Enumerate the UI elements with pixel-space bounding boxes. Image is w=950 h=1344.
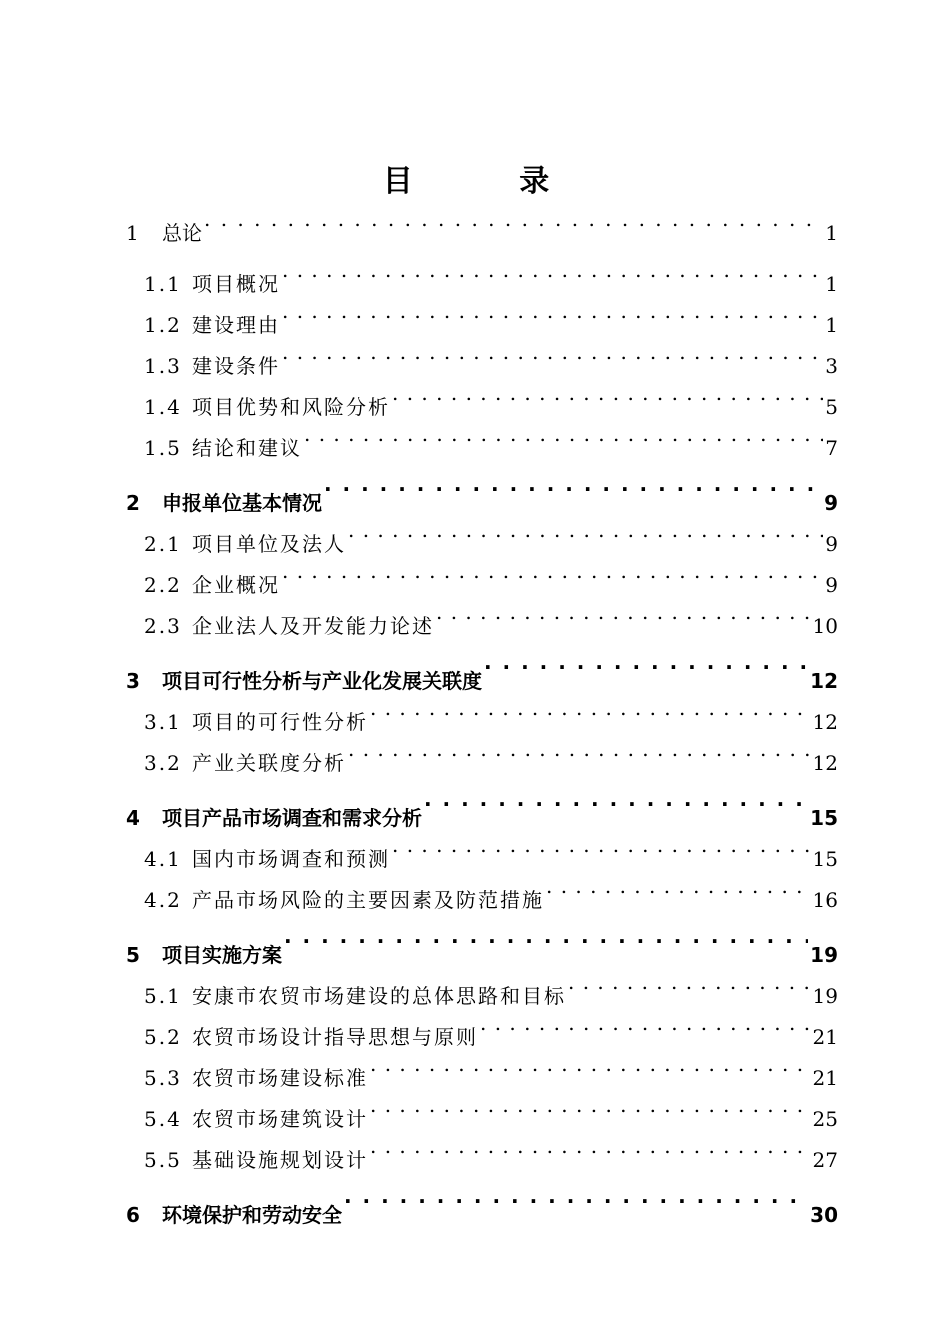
toc-entry-label: 总论 xyxy=(162,221,202,245)
dot-leader xyxy=(370,688,811,729)
toc-entry-label: 国内市场调查和预测 xyxy=(192,847,390,871)
toc-entry-page: 12 xyxy=(812,751,838,775)
dot-leader xyxy=(282,551,823,592)
toc-entry-page: 25 xyxy=(812,1107,838,1131)
toc-title: 目 录 xyxy=(382,164,598,199)
dot-leader xyxy=(344,1171,808,1222)
toc-entry-label: 建设理由 xyxy=(192,313,280,337)
toc-entry-page: 3 xyxy=(825,354,838,378)
dot-leader xyxy=(392,373,823,414)
dot-leader xyxy=(480,1003,811,1044)
dot-leader xyxy=(324,459,822,510)
dot-leader xyxy=(282,332,823,373)
dot-leader xyxy=(484,637,808,688)
toc-entry-number: 3.1 xyxy=(144,710,182,734)
toc-entry-number: 6 xyxy=(126,1203,140,1227)
table-of-contents xyxy=(126,199,838,1227)
toc-entry-number: 1.2 xyxy=(144,313,182,337)
toc-entry-page: 21 xyxy=(812,1066,838,1090)
dot-leader xyxy=(546,866,811,907)
dot-leader xyxy=(304,414,823,455)
toc-entry-label: 项目概况 xyxy=(192,272,280,296)
toc-entry-label: 基础设施规划设计 xyxy=(192,1148,368,1172)
toc-entry-number: 1.4 xyxy=(144,395,182,419)
toc-entry-page: 19 xyxy=(812,984,838,1008)
toc-entry-page: 15 xyxy=(812,847,838,871)
toc-entry-label: 农贸市场建设标准 xyxy=(192,1066,368,1090)
toc-entry-label: 项目实施方案 xyxy=(162,943,282,967)
toc-entry-label: 安康市农贸市场建设的总体思路和目标 xyxy=(192,984,566,1008)
toc-entry-page: 1 xyxy=(825,221,838,245)
toc-entry-label: 农贸市场建筑设计 xyxy=(192,1107,368,1131)
dot-leader xyxy=(282,291,823,332)
toc-entry-label: 项目优势和风险分析 xyxy=(192,395,390,419)
toc-entry-page: 9 xyxy=(825,532,838,556)
toc-entry-number: 1 xyxy=(126,221,139,245)
toc-entry-page: 30 xyxy=(810,1203,838,1227)
toc-entry-number: 3 xyxy=(126,669,140,693)
toc-entry-number: 1.1 xyxy=(144,272,182,296)
toc-entry-label: 企业概况 xyxy=(192,573,280,597)
dot-leader xyxy=(370,1126,811,1167)
toc-entry-label: 项目单位及法人 xyxy=(192,532,346,556)
toc-entry-page: 21 xyxy=(812,1025,838,1049)
toc-entry-page: 12 xyxy=(810,669,838,693)
dot-leader xyxy=(370,1044,811,1085)
toc-entry-page: 10 xyxy=(812,614,838,638)
toc-entry-number: 2 xyxy=(126,491,140,515)
toc-entry-label: 项目可行性分析与产业化发展关联度 xyxy=(162,669,482,693)
toc-entry-page: 12 xyxy=(812,710,838,734)
toc-entry-label: 农贸市场设计指导思想与原则 xyxy=(192,1025,478,1049)
dot-leader xyxy=(348,510,823,551)
toc-entry-label: 产业关联度分析 xyxy=(192,751,346,775)
toc-entry-number: 4 xyxy=(126,806,140,830)
toc-entry-label: 企业法人及开发能力论述 xyxy=(192,614,434,638)
dot-leader xyxy=(284,911,808,962)
toc-entry-number: 5.2 xyxy=(144,1025,182,1049)
toc-entry-number: 2.1 xyxy=(144,532,182,556)
dot-leader xyxy=(436,592,811,633)
toc-entry-label: 结论和建议 xyxy=(192,436,302,460)
toc-entry-number: 5.3 xyxy=(144,1066,182,1090)
toc-entry-number: 5.1 xyxy=(144,984,182,1008)
toc-entry-number: 5 xyxy=(126,943,140,967)
toc-entry-page: 15 xyxy=(810,806,838,830)
toc-entry-label: 产品市场风险的主要因素及防范措施 xyxy=(192,888,544,912)
toc-entry-label: 环境保护和劳动安全 xyxy=(162,1203,342,1227)
toc-entry-page: 1 xyxy=(825,313,838,337)
toc-entry-number: 3.2 xyxy=(144,751,182,775)
toc-entry[interactable] xyxy=(126,199,838,245)
dot-leader xyxy=(424,774,808,825)
toc-entry-number: 5.4 xyxy=(144,1107,182,1131)
dot-leader xyxy=(370,1085,811,1126)
toc-entry-number: 4.1 xyxy=(144,847,182,871)
dot-leader xyxy=(392,825,811,866)
toc-entry[interactable] xyxy=(126,250,838,296)
dot-leader xyxy=(204,199,823,240)
toc-entry-number: 1.3 xyxy=(144,354,182,378)
toc-entry-page: 16 xyxy=(812,888,838,912)
dot-leader xyxy=(568,962,811,1003)
toc-entry-page: 9 xyxy=(825,573,838,597)
toc-entry-label: 申报单位基本情况 xyxy=(162,491,322,515)
toc-entry-page: 5 xyxy=(825,395,838,419)
toc-entry-number: 4.2 xyxy=(144,888,182,912)
toc-entry-number: 1.5 xyxy=(144,436,182,460)
toc-entry-label: 项目产品市场调查和需求分析 xyxy=(162,806,422,830)
toc-entry-number: 2.3 xyxy=(144,614,182,638)
toc-entry-page: 27 xyxy=(812,1148,838,1172)
toc-entry-number: 2.2 xyxy=(144,573,182,597)
toc-entry-page: 1 xyxy=(825,272,838,296)
toc-entry-page: 9 xyxy=(824,491,838,515)
toc-entry-label: 项目的可行性分析 xyxy=(192,710,368,734)
toc-entry-page: 19 xyxy=(810,943,838,967)
toc-entry-page: 7 xyxy=(825,436,838,460)
toc-entry-label: 建设条件 xyxy=(192,354,280,378)
toc-entry-number: 5.5 xyxy=(144,1148,182,1172)
dot-leader xyxy=(348,729,811,770)
dot-leader xyxy=(282,250,823,291)
